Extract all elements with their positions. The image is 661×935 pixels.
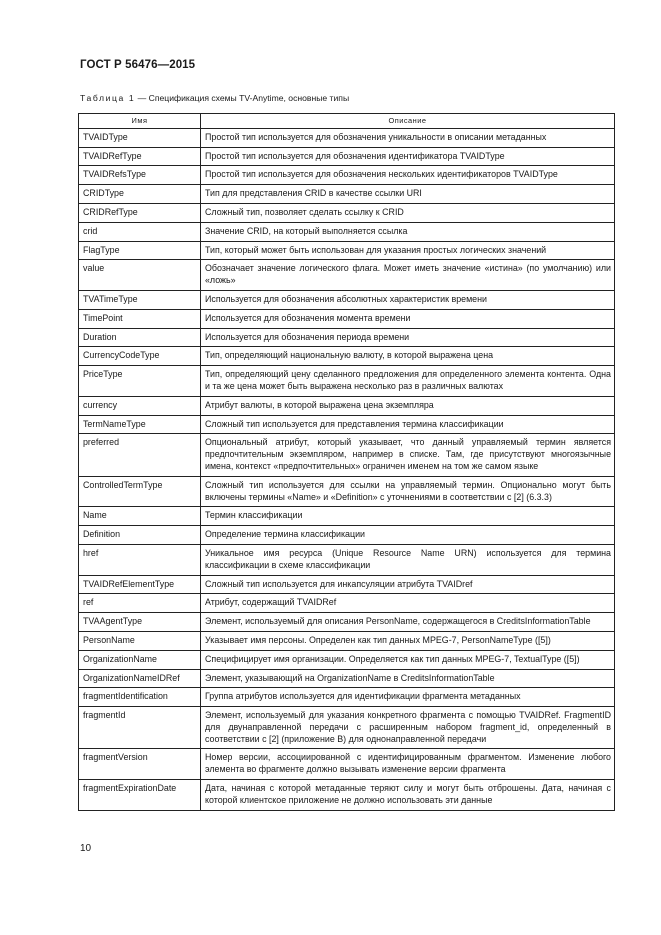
- type-name-cell: Duration: [79, 328, 201, 347]
- type-description-cell: Тип, который может быть использован для указания простых логических значений: [201, 241, 615, 260]
- type-name-cell: TimePoint: [79, 309, 201, 328]
- type-description-cell: Группа атрибутов используется для идентификации фрагмента метаданных: [201, 688, 615, 707]
- specification-table: [78, 113, 615, 811]
- type-name-cell: CurrencyCodeType: [79, 347, 201, 366]
- table-row: [79, 526, 615, 545]
- type-name-cell: ControlledTermType: [79, 476, 201, 507]
- table-row: [79, 780, 615, 811]
- table-caption: [80, 93, 349, 103]
- table-row: [79, 396, 615, 415]
- type-name-cell: value: [79, 260, 201, 291]
- table-row: [79, 185, 615, 204]
- type-description-cell: Указывает имя персоны. Определен как тип данных MPEG-7, PersonNameType ([5]): [201, 631, 615, 650]
- type-description-cell: Специфицирует имя организации. Определяется как тип данных MPEG-7, TextualType ([5]): [201, 650, 615, 669]
- type-description-cell: Элемент, используемый для описания PersonName, содержащегося в CreditsInformationTable: [201, 613, 615, 632]
- type-name-cell: PriceType: [79, 366, 201, 397]
- type-description-cell: Элемент, указывающий на OrganizationName в CreditsInformationTable: [201, 669, 615, 688]
- type-name-cell: OrganizationNameIDRef: [79, 669, 201, 688]
- table-row: [79, 222, 615, 241]
- type-description-cell: Опциональный атрибут, который указывает, что данный управляемый термин является предпочтительным экземпляром, например в списке. Там, где присутствуют многоязычные имена, контекст «предпочтительных» ограничен именем на том же самом языке: [201, 434, 615, 476]
- type-name-cell: TVAIDType: [79, 128, 201, 147]
- table-row: [79, 415, 615, 434]
- type-description-cell: Простой тип используется для обозначения идентификатора TVAIDType: [201, 147, 615, 166]
- table-row: [79, 241, 615, 260]
- table-row: [79, 631, 615, 650]
- type-name-cell: currency: [79, 396, 201, 415]
- type-description-cell: Значение CRID, на который выполняется ссылка: [201, 222, 615, 241]
- type-description-cell: Атрибут валюты, в которой выражена цена экземпляра: [201, 396, 615, 415]
- type-name-cell: CRIDRefType: [79, 203, 201, 222]
- column-header-description: Описание: [201, 114, 615, 129]
- type-description-cell: Сложный тип используется для инкапсуляции атрибута TVAIDref: [201, 575, 615, 594]
- type-description-cell: Сложный тип, позволяет сделать ссылку к CRID: [201, 203, 615, 222]
- type-description-cell: Уникальное имя ресурса (Unique Resource Name URN) используется для термина классификации в схеме классификации: [201, 544, 615, 575]
- type-description-cell: Сложный тип используется для представления термина классификации: [201, 415, 615, 434]
- type-name-cell: OrganizationName: [79, 650, 201, 669]
- table-row: [79, 260, 615, 291]
- table-row: [79, 669, 615, 688]
- table-row: [79, 575, 615, 594]
- type-description-cell: Тип, определяющий национальную валюту, в которой выражена цена: [201, 347, 615, 366]
- table-row: [79, 544, 615, 575]
- type-name-cell: TVAIDRefElementType: [79, 575, 201, 594]
- type-description-cell: Используется для обозначения периода времени: [201, 328, 615, 347]
- type-name-cell: ref: [79, 594, 201, 613]
- type-description-cell: Тип для представления CRID в качестве ссылки URI: [201, 185, 615, 204]
- column-header-name: Имя: [79, 114, 201, 129]
- table-row: [79, 166, 615, 185]
- type-description-cell: Используется для обозначения абсолютных характеристик времени: [201, 290, 615, 309]
- type-name-cell: Name: [79, 507, 201, 526]
- type-description-cell: Термин классификации: [201, 507, 615, 526]
- table-row: [79, 434, 615, 476]
- type-name-cell: FlagType: [79, 241, 201, 260]
- table-row: [79, 309, 615, 328]
- type-name-cell: TVAIDRefType: [79, 147, 201, 166]
- type-name-cell: fragmentId: [79, 707, 201, 749]
- type-description-cell: Атрибут, содержащий TVAIDRef: [201, 594, 615, 613]
- table-row: [79, 366, 615, 397]
- type-name-cell: href: [79, 544, 201, 575]
- table-row: [79, 128, 615, 147]
- type-name-cell: CRIDType: [79, 185, 201, 204]
- table-row: [79, 650, 615, 669]
- page-number: 10: [80, 843, 92, 854]
- type-description-cell: Сложный тип используется для ссылки на управляемый термин. Опционально могут быть включены термины «Name» и «Definition» с уточнениями в соответствии с [2] (6.3.3): [201, 476, 615, 507]
- table-row: [79, 476, 615, 507]
- type-name-cell: TVATimeType: [79, 290, 201, 309]
- table-row: [79, 749, 615, 780]
- table-row: [79, 290, 615, 309]
- table-row: [79, 147, 615, 166]
- type-name-cell: TVAAgentType: [79, 613, 201, 632]
- document-standard-header: ГОСТ Р 56476—2015: [80, 59, 196, 71]
- type-description-cell: Обозначает значение логического флага. Может иметь значение «истина» (по умолчанию) или «ложь»: [201, 260, 615, 291]
- type-name-cell: Definition: [79, 526, 201, 545]
- table-row: [79, 203, 615, 222]
- type-name-cell: fragmentIdentification: [79, 688, 201, 707]
- type-name-cell: crid: [79, 222, 201, 241]
- table-row: [79, 707, 615, 749]
- type-name-cell: fragmentExpirationDate: [79, 780, 201, 811]
- table-caption-label: Таблица 1: [80, 93, 136, 103]
- table-caption-title: — Спецификация схемы TV-Anytime, основные типы: [135, 93, 350, 103]
- table-row: [79, 507, 615, 526]
- table-header: [79, 114, 615, 129]
- table-header-row: [79, 114, 615, 129]
- type-name-cell: PersonName: [79, 631, 201, 650]
- type-name-cell: preferred: [79, 434, 201, 476]
- table-row: [79, 594, 615, 613]
- type-description-cell: Простой тип используется для обозначения нескольких идентификаторов TVAIDType: [201, 166, 615, 185]
- type-description-cell: Тип, определяющий цену сделанного предложения для определенного элемента контента. Одна и та же цена может быть выражена несколько раз в различных валютах: [201, 366, 615, 397]
- table-row: [79, 688, 615, 707]
- table-row: [79, 328, 615, 347]
- type-description-cell: Определение термина классификации: [201, 526, 615, 545]
- type-name-cell: TermNameType: [79, 415, 201, 434]
- table-body: [79, 128, 615, 810]
- type-name-cell: TVAIDRefsType: [79, 166, 201, 185]
- type-description-cell: Дата, начиная с которой метаданные теряют силу и могут быть отброшены. Дата, начиная с которой клиентское приложение не должно использовать эти данные: [201, 780, 615, 811]
- type-description-cell: Элемент, используемый для указания конкретного фрагмента с помощью TVAIDRef. FragmentID для двунаправленной передачи с расширенным набором fragment_id, определенный в соответствии с [2] (приложение В) для однонаправленной передачи: [201, 707, 615, 749]
- type-description-cell: Простой тип используется для обозначения уникальности в описании метаданных: [201, 128, 615, 147]
- type-description-cell: Используется для обозначения момента времени: [201, 309, 615, 328]
- table-row: [79, 613, 615, 632]
- type-name-cell: fragmentVersion: [79, 749, 201, 780]
- table-row: [79, 347, 615, 366]
- type-description-cell: Номер версии, ассоциированной с идентифицированным фрагментом. Изменение любого элемента во фрагменте должно вызывать изменение версии фрагмента: [201, 749, 615, 780]
